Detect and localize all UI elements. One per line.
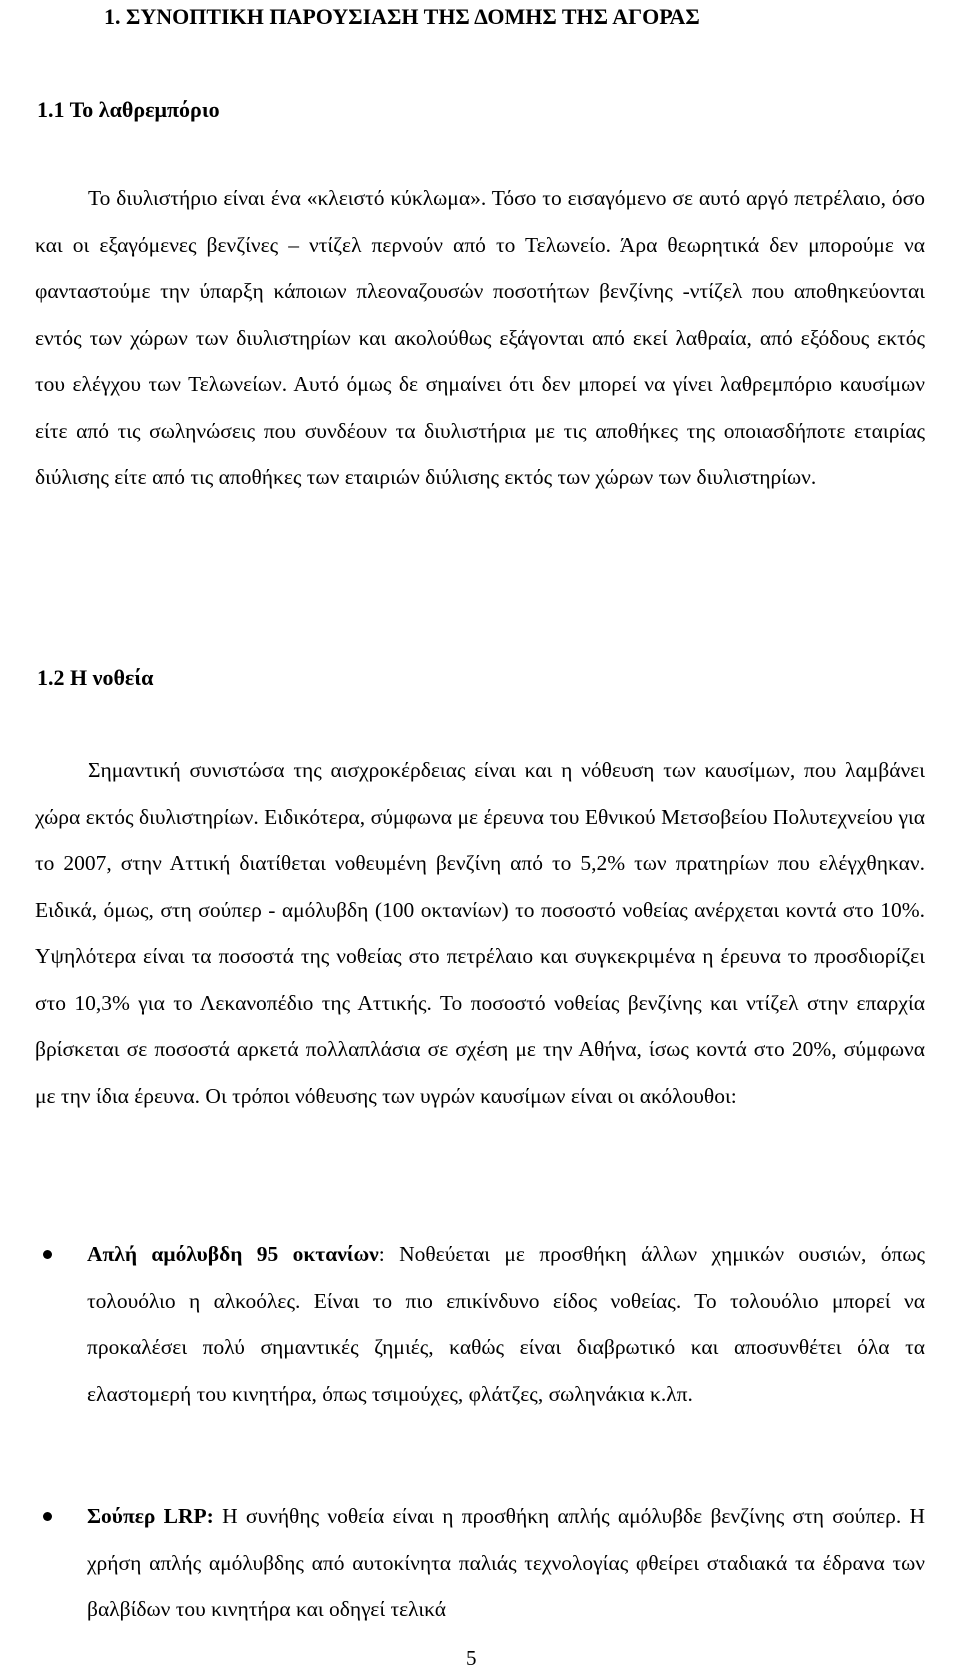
bullet-term: Απλή αμόλυβδη 95 οκτανίων (87, 1242, 379, 1266)
bullet-text (87, 1231, 925, 1417)
bullet-icon (43, 1512, 52, 1521)
bullet-icon (43, 1250, 52, 1259)
bullet-description: Η συνήθης νοθεία είναι η προσθήκη απλής αμόλυβδε βενζίνης στη σούπερ. Η χρήση απλής αμόλυβδης από αυτοκίνητα παλιάς τεχνολογίας φθείρει σταδιακά τα έδρανα των βαλβίδων του κινητήρα και οδηγεί τελικά (87, 1504, 925, 1621)
main-heading: 1. ΣΥΝΟΠΤΙΚΗ ΠΑΡΟΥΣΙΑΣΗ ΤΗΣ ΔΟΜΗΣ ΤΗΣ ΑΓΟΡΑΣ (104, 4, 700, 29)
bullet-description: Νοθεύεται με προσθήκη άλλων χημικών ουσιών, όπως τολουόλιο η αλκοόλες. Είναι το πιο επικίνδυνο είδος νοθείας. Το τολουόλιο μπορεί να προκαλέσει πολύ σημαντικές ζημιές, καθώς είναι διαβρωτικό και αποσυνθέτει όλα τα ελαστομερή του κινητήρα, όπως τσιμούχες, φλάτζες, σωληνάκια κ.λπ. (87, 1242, 925, 1406)
paragraph-adulteration: Σημαντική συνιστώσα της αισχροκέρδειας είναι και η νόθευση των καυσίμων, που λαμβάνει χώρα εκτός διυλιστηρίων. Ειδικότερα, σύμφωνα με έρευνα του Εθνικού Μετσοβείου Πολυτεχνείου για το 2007, στην Αττική διατίθεται νοθευμένη βενζίνη από το 5,2% των πρατηρίων που ελέγχθηκαν. Ειδικά, όμως, στη σούπερ - αμόλυβδη (100 οκτανίων) το ποσοστό νοθείας ανέρχεται κοντά στο 10%. Υψηλότερα είναι τα ποσοστά της νοθείας στο πετρέλαιο και συγκεκριμένα η έρευνα το προσδιορίζει στο 10,3% για το Λεκανοπέδιο της Αττικής. Το ποσοστό νοθείας βενζίνης και ντίζελ στην επαρχία βρίσκεται σε ποσοστά αρκετά πολλαπλάσια σε σχέση με την Αθήνα, ίσως κοντά στο 20%, σύμφωνα με την ίδια έρευνα. Οι τρόποι νόθευσης των υγρών καυσίμων είναι οι ακόλουθοι: (35, 758, 925, 1108)
paragraph-smuggling: Το διυλιστήριο είναι ένα «κλειστό κύκλωμα». Τόσο το εισαγόμενο σε αυτό αργό πετρέλαιο, όσο και οι εξαγόμενες βενζίνες – ντίζελ περνούν από το Τελωνείο. Άρα θεωρητικά δεν μπορούμε να φανταστούμε την ύπαρξη κάποιων πλεοναζουσών ποσοτήτων βενζίνης -ντίζελ που αποθηκεύονται εντός των χώρων των διυλιστηρίων και ακολούθως εξάγονται από εκεί λαθραία, από εξόδους εκτός του ελέγχου των Τελωνείων. Αυτό όμως δε σημαίνει ότι δεν μπορεί να γίνει λαθρεμπόριο καυσίμων είτε από τις σωληνώσεις που συνδέουν τα διυλιστήρια με τις αποθήκες της οποιασδήποτε εταιρίας διύλισης είτε από τις αποθήκες των εταιριών διύλισης εκτός των χώρων των διυλιστηρίων. (35, 186, 925, 489)
section-heading-adulteration: 1.2 Η νοθεία (37, 665, 154, 690)
bullet-separator: : (378, 1242, 400, 1266)
section-heading-smuggling: 1.1 Το λαθρεμπόριο (37, 97, 220, 122)
bullet-separator (214, 1504, 222, 1528)
page-number: 5 (466, 1646, 477, 1670)
bullet-text (87, 1493, 925, 1633)
bullet-term: Σούπερ LRP: (87, 1504, 214, 1528)
